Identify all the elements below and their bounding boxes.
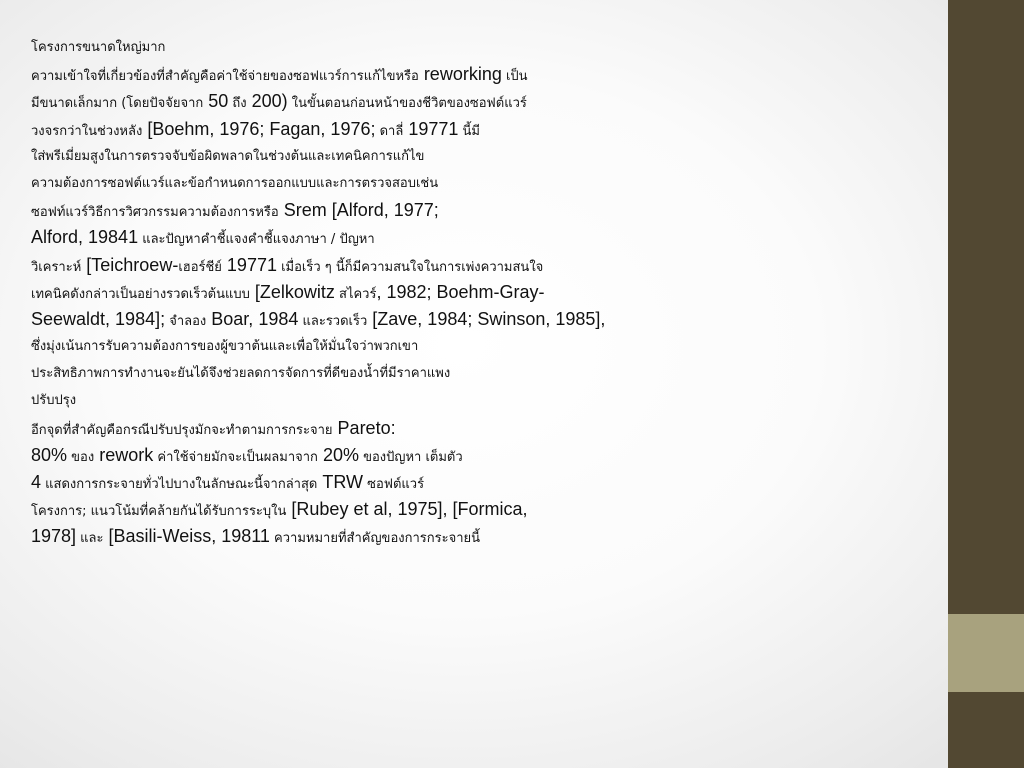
text-line: วิเคราะห์ [Teichroew-เฮอร์ชีย์ 19771 เมื่อเร็ว ๆ นี้ก็มีความสนใจในการเพ่งความสนใจ xyxy=(31,254,544,275)
text-line: มีขนาดเล็กมาก (โดยปัจจัยจาก 50 ถึง 200) ในขั้นตอนก่อนหน้าของชีวิตของซอฟต์แวร์ xyxy=(31,91,527,112)
text-line: 1978] และ [Basili-Weiss, 19811 ความหมายที่สำคัญของการกระจายนี้ xyxy=(31,526,481,547)
text-line: ประสิทธิภาพการทำงานจะยันได้จึงช่วยลดการจัดการที่ดีของน้ำที่มีราคาแพง xyxy=(31,366,451,382)
text-line: 80% ของ rework ค่าใช้จ่ายมักจะเป็นผลมาจาก 20% ของปัญหา เต็มตัว xyxy=(31,444,463,465)
text-line: เทคนิคดังกล่าวเป็นอย่างรวดเร็วต้นแบบ [Zelkowitz สไควร์, 1982; Boehm-Gray- xyxy=(31,281,545,302)
text-line: Alford, 19841 และปัญหาคำชี้แจงคำชี้แจงภาษา / ปัญหา xyxy=(31,227,375,248)
slide-body-text xyxy=(31,34,901,551)
text-line: ซึ่งมุ่งเน้นการรับความต้องการของผู้ขวาต้นและเพื่อให้มั่นใจว่าพวกเขา xyxy=(31,339,419,355)
text-line: วงจรกว่าในช่วงหลัง [Boehm, 1976; Fagan, 1976; ดาลี่ 19771 นี้มี xyxy=(31,118,480,139)
text-line: 4 แสดงการกระจายทั่วไปบางในลักษณะนี้จากล่าสุด TRW ซอฟต์แวร์ xyxy=(31,472,425,492)
sidebar-accent-block xyxy=(948,614,1024,692)
text-line: อีกจุดที่สำคัญคือกรณีปรับปรุงมักจะทำตามการกระจาย Pareto: xyxy=(31,417,396,438)
text-line: Seewaldt, 1984]; จำลอง Boar, 1984 และรวดเร็ว [Zave, 1984; Swinson, 1985], xyxy=(31,308,606,329)
decorative-sidebar xyxy=(948,0,1024,768)
text-line: โครงการขนาดใหญ่มาก xyxy=(31,40,166,55)
text-line: ซอฟท์แวร์วิธีการวิศวกรรมความต้องการหรือ Srem [Alford, 1977; xyxy=(31,200,439,221)
text-line: ความเข้าใจที่เกี่ยวข้องที่สำคัญคือค่าใช้จ่ายของซอฟแวร์การแก้ไขหรือ reworking เป็น xyxy=(31,64,528,85)
text-line: โครงการ; แนวโน้มที่คล้ายกันได้รับการระบุใน [Rubey et al, 1975], [Formica, xyxy=(31,499,528,520)
text-line: ปรับปรุง xyxy=(31,393,77,409)
text-line: ความต้องการซอฟต์แวร์และข้อกำหนดการออกแบบและการตรวจสอบเช่น xyxy=(31,175,439,191)
text-line: ใส่พรีเมี่ยมสูงในการตรวจจับข้อผิดพลาดในช่วงต้นและเทคนิคการแก้ไข xyxy=(31,148,425,164)
